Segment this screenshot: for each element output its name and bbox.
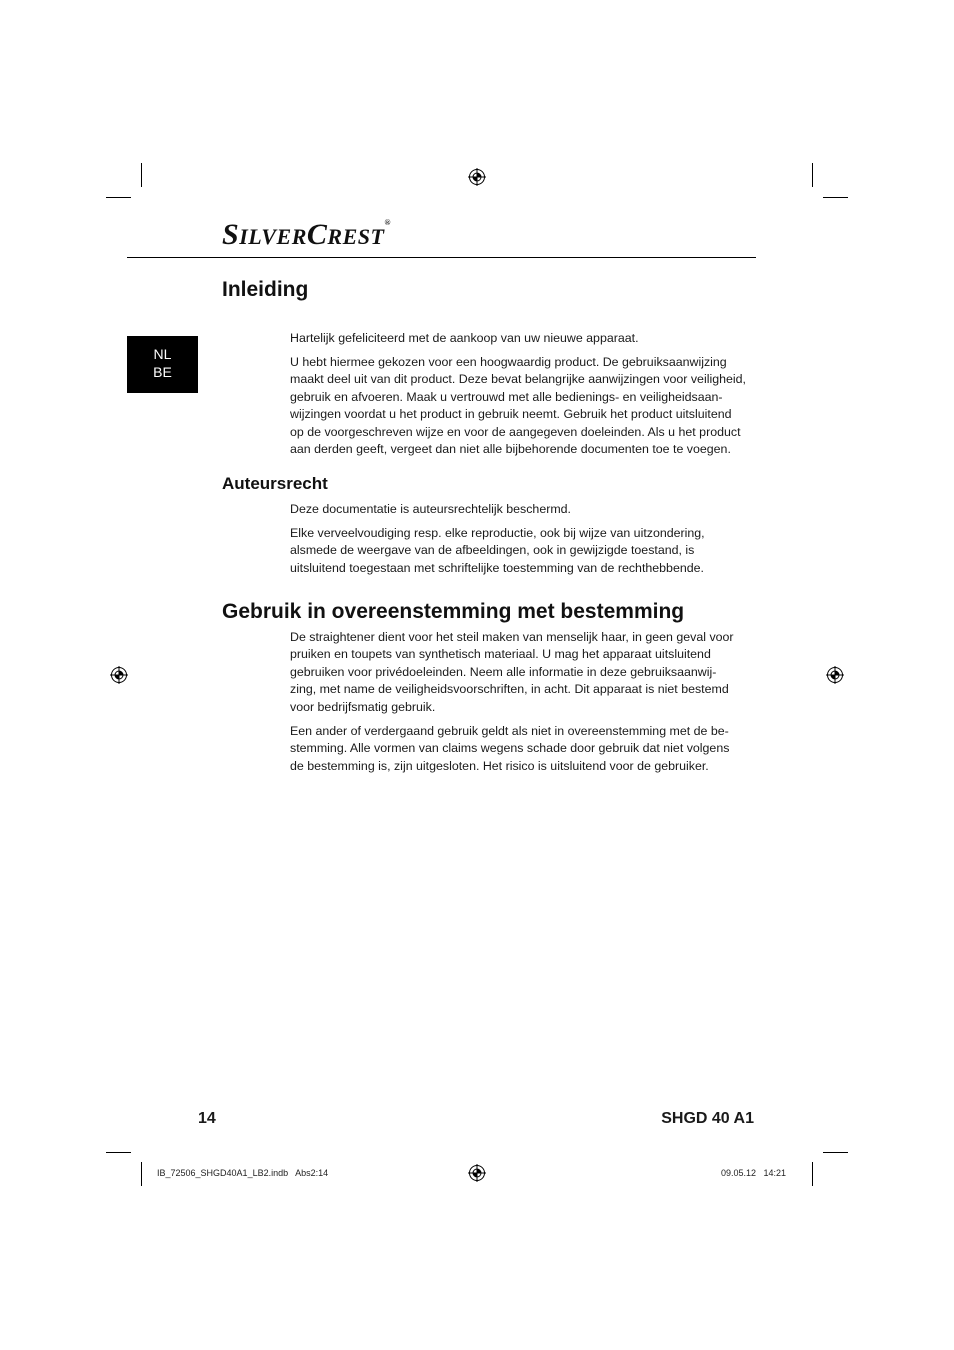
- intro-paragraph-1: Hartelijk gefeliciteerd met de aankoop van uw nieuwe apparaat.: [290, 331, 639, 345]
- crop-mark-top-left-horizontal: [106, 197, 131, 198]
- copyright-paragraph-2: Elke verveelvoudiging resp. elke reproductie, ook bij wijze van uitzondering, alsmede de weergave van de afbeeldingen, ook in gewijzigde toestand, is uitsluitend toegestaan met schriftelijke toestemming van de rechthebbende.: [290, 526, 705, 575]
- registration-mark-icon: [468, 168, 486, 186]
- crop-mark-bottom-left-vertical: [141, 1162, 142, 1186]
- heading-auteursrecht: Auteursrecht: [222, 474, 328, 493]
- copyright-paragraph-1: Deze documentatie is auteursrechtelijk beschermd.: [290, 502, 571, 516]
- crop-mark-top-right-vertical: [812, 163, 813, 187]
- header-rule: [127, 257, 756, 258]
- language-code-nl: NL: [153, 346, 172, 362]
- print-slug-file: IB_72506_SHGD40A1_LB2.indb Abs2:14: [157, 1168, 329, 1178]
- intended-use-paragraph-2: Een ander of verdergaand gebruik geldt als niet in overeenstemming met de be- stemming. Alle vormen van claims wegens schade door gebruik dat niet volgens de bestemming is, zijn uitgesloten. Het risico is uitsluitend voor de gebruiker.: [290, 724, 730, 773]
- language-code-be: BE: [153, 364, 172, 380]
- crop-mark-top-right-horizontal: [823, 197, 848, 198]
- heading-inleiding: Inleiding: [222, 278, 309, 301]
- intended-use-paragraph-1: De straightener dient voor het steil maken van menselijk haar, in geen geval voor pruiken en toupets van synthetisch materiaal. U mag het apparaat uitsluitend gebruiken voor privédoeleinden. Neem alle informatie in deze gebruiksaanwij- zing, met name de veiligheidsvoorschriften, in acht. Dit apparaat is niet bestemd voor bedrijfsmatig gebruik.: [290, 630, 734, 714]
- crop-mark-bottom-left-horizontal: [106, 1152, 131, 1153]
- silvercrest-logo: SILVERCREST®: [222, 218, 391, 251]
- registration-mark-icon: [110, 666, 128, 684]
- print-slug-datetime: 09.05.12 14:21: [721, 1168, 787, 1178]
- heading-gebruik: Gebruik in overeenstemming met bestemming: [222, 600, 685, 623]
- intro-paragraph-2: U hebt hiermee gekozen voor een hoogwaardig product. De gebruiksaanwijzing maakt deel uit van dit product. Deze bevat belangrijke aanwijzingen voor veiligheid, gebruik en afvoeren. Maak u vertrouwd met alle bedienings- en veiligheidsaan- wijzingen voordat u het product in gebruik neemt. Gebruik het product uitsluitend op de voorgeschreven wijze en voor de aangegeven doeleinden. Als u het product aan derden geeft, vergeet dan niet alle bijbehorende documenten toe te voegen.: [290, 355, 746, 457]
- registration-mark-icon: [826, 666, 844, 684]
- registration-mark-icon: [468, 1164, 486, 1182]
- page-number: 14: [198, 1110, 216, 1127]
- model-number: SHGD 40 A1: [661, 1110, 754, 1127]
- language-tab: [127, 336, 198, 393]
- crop-mark-bottom-right-vertical: [812, 1162, 813, 1186]
- crop-mark-bottom-right-horizontal: [823, 1152, 848, 1153]
- crop-mark-top-left-vertical: [141, 163, 142, 187]
